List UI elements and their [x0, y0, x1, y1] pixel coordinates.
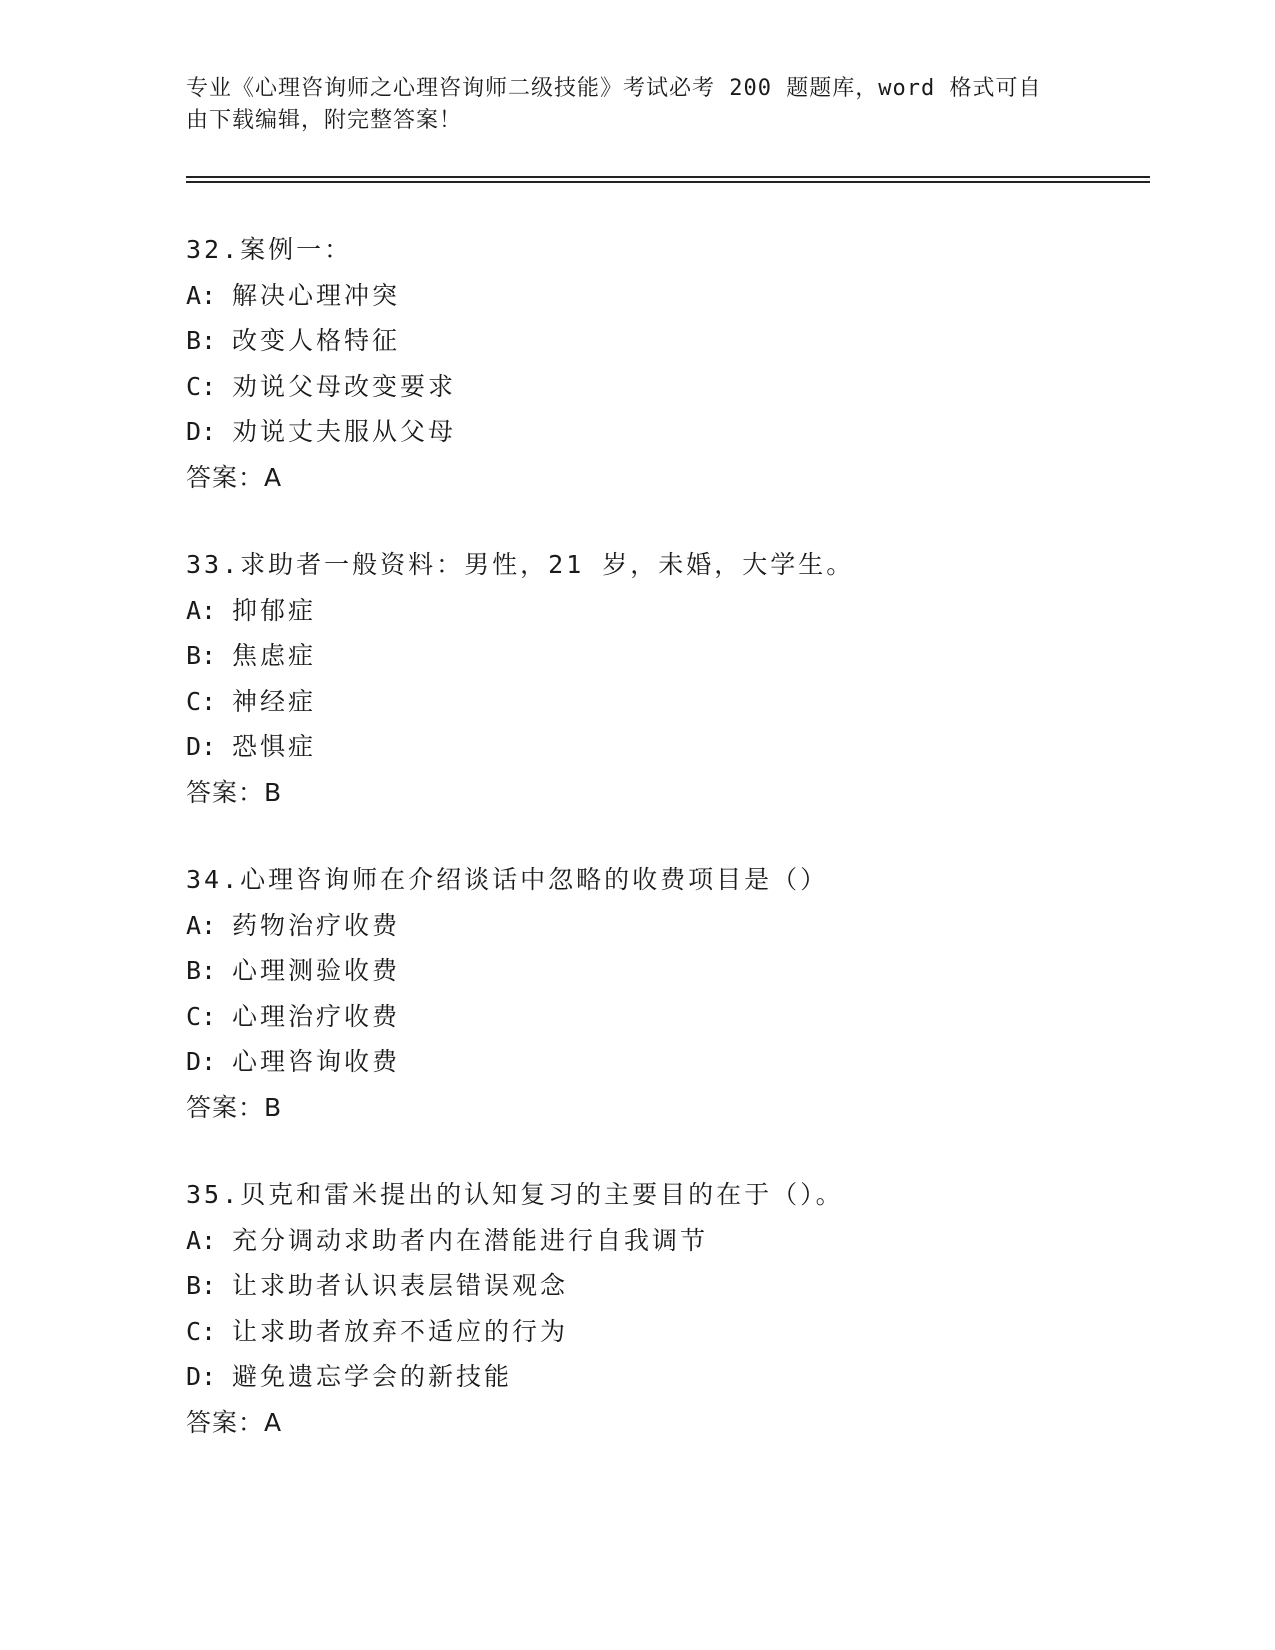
option-a [186, 273, 1186, 319]
answer-line: 答案：A [186, 1407, 283, 1437]
option-d [186, 409, 1186, 455]
option-text: 恐惧症 [232, 732, 317, 761]
header-line-1: 专业《心理咨询师之心理咨询师二级技能》考试必考 200 题题库，word 格式可自 [186, 76, 1042, 101]
option-letter: C: [186, 371, 217, 401]
option-a [186, 588, 1186, 634]
question-stem: 35.贝克和雷米提出的认知复习的主要目的在于（）。 [186, 1180, 844, 1209]
question-32 [186, 227, 1186, 500]
option-letter: B: [186, 326, 217, 355]
option-letter: D: [186, 1047, 217, 1076]
option-letter: C: [186, 1316, 217, 1346]
option-letter: D: [186, 1362, 217, 1391]
option-letter: C: [186, 686, 217, 716]
option-letter: C: [186, 1001, 217, 1031]
option-letter: A: [186, 595, 217, 625]
option-text: 充分调动求助者内在潜能进行自我调节 [232, 1225, 709, 1255]
option-text: 神经症 [232, 686, 317, 716]
option-d [186, 1039, 1186, 1085]
option-letter: D: [186, 732, 217, 761]
question-stem: 32.案例一： [186, 235, 353, 264]
option-b [186, 1263, 1186, 1309]
answer-line: 答案：B [186, 1092, 283, 1122]
question-stem: 33.求助者一般资料：男性，21 岁，未婚，大学生。 [186, 550, 855, 579]
question-stem: 34.心理咨询师在介绍谈话中忽略的收费项目是（） [186, 865, 829, 894]
option-a [186, 1218, 1186, 1264]
option-b [186, 633, 1186, 679]
option-text: 心理测验收费 [232, 956, 401, 985]
option-letter: B: [186, 956, 217, 985]
option-b [186, 948, 1186, 994]
option-a [186, 903, 1186, 949]
option-text: 改变人格特征 [232, 326, 401, 355]
option-text: 解决心理冲突 [232, 280, 401, 310]
option-d [186, 1354, 1186, 1400]
option-c [186, 679, 1186, 725]
option-d [186, 724, 1186, 770]
header-divider-top [186, 176, 1150, 178]
answer-line: 答案：A [186, 462, 283, 492]
option-b [186, 318, 1186, 364]
header-line-2: 由下载编辑，附完整答案！ [186, 108, 463, 133]
option-text: 药物治疗收费 [232, 910, 401, 940]
option-text: 劝说父母改变要求 [232, 371, 457, 401]
question-33 [186, 542, 1186, 815]
answer-line: 答案：B [186, 777, 283, 807]
option-text: 让求助者认识表层错误观念 [232, 1271, 569, 1300]
option-letter: A: [186, 910, 217, 940]
option-letter: B: [186, 641, 217, 670]
question-34 [186, 857, 1186, 1130]
option-letter: D: [186, 417, 217, 446]
option-text: 让求助者放弃不适应的行为 [232, 1316, 569, 1346]
option-c [186, 364, 1186, 410]
option-letter: B: [186, 1271, 217, 1300]
option-text: 心理治疗收费 [232, 1001, 401, 1031]
header-divider-bottom [186, 181, 1150, 183]
option-letter: A: [186, 280, 217, 310]
option-text: 劝说丈夫服从父母 [232, 417, 457, 446]
option-text: 焦虑症 [232, 641, 317, 670]
option-letter: A: [186, 1225, 217, 1255]
document-header [186, 73, 1066, 137]
option-text: 心理咨询收费 [232, 1047, 401, 1076]
option-text: 避免遗忘学会的新技能 [232, 1362, 513, 1391]
option-c [186, 994, 1186, 1040]
question-35 [186, 1172, 1186, 1445]
option-c [186, 1309, 1186, 1355]
option-text: 抑郁症 [232, 595, 317, 625]
